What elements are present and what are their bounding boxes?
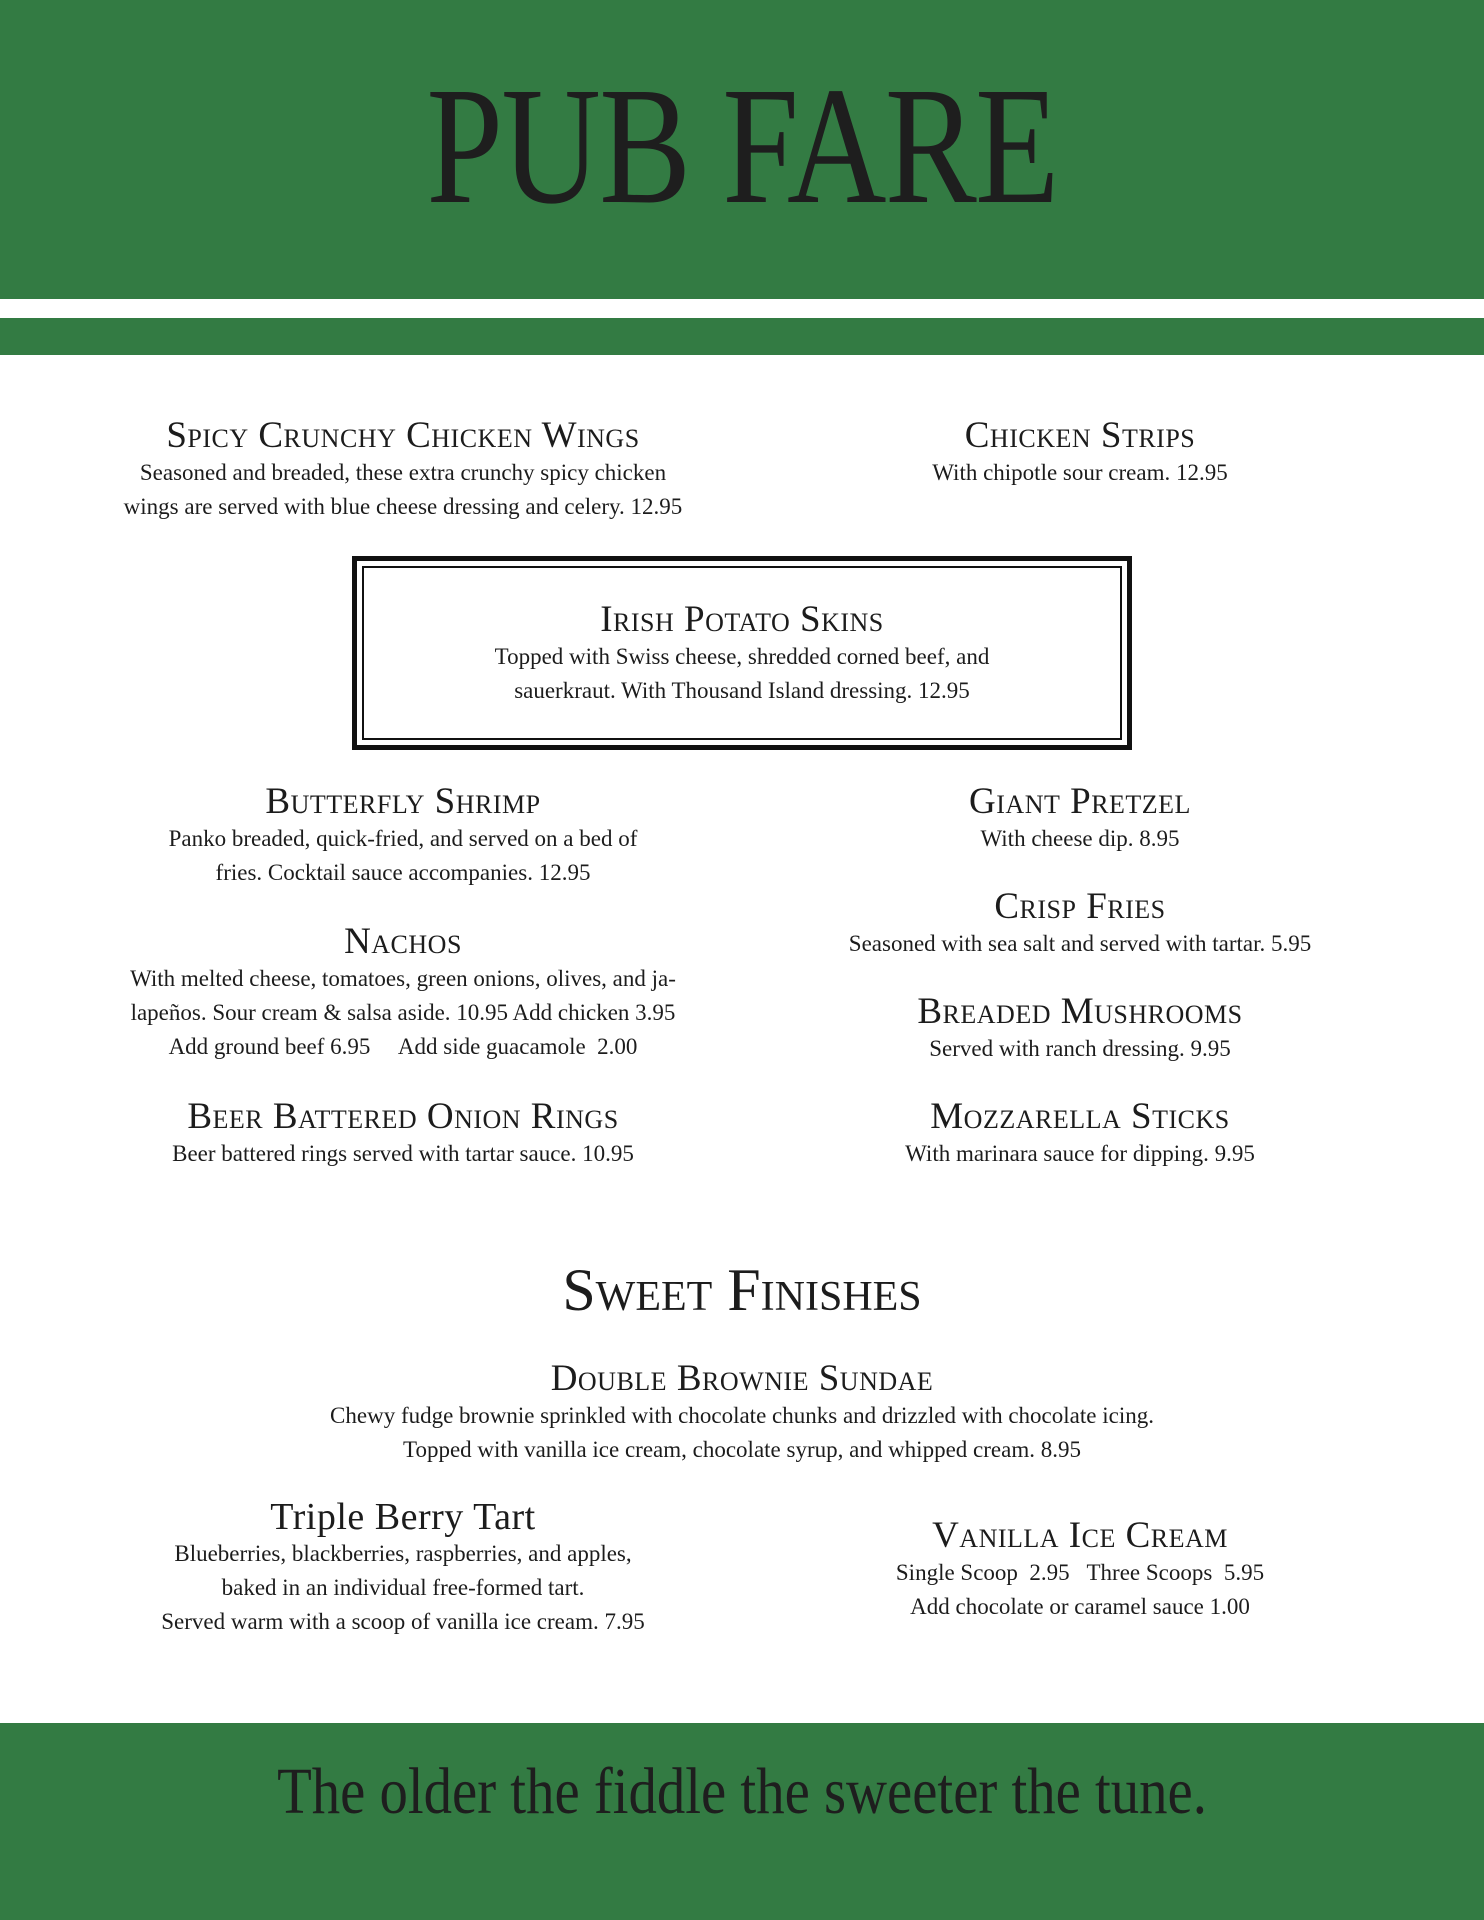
- section-title-desserts: Sweet Finishes: [562, 1257, 922, 1323]
- item-description: Panko breaded, quick-fried, and served on a bed of: [168, 826, 638, 851]
- item-description: With chipotle sour cream. 12.95: [932, 460, 1228, 485]
- item-description: Topped with Swiss cheese, shredded corned beef, and: [494, 644, 990, 669]
- menu-item-nachos: [85, 922, 721, 1064]
- item-description: Topped with vanilla ice cream, chocolate syrup, and whipped cream. 8.95: [403, 1437, 1081, 1462]
- item-description: With cheese dip. 8.95: [980, 826, 1180, 851]
- header-stripe: [0, 318, 1484, 355]
- item-description: Served warm with a scoop of vanilla ice cream. 7.95: [161, 1609, 645, 1634]
- item-description: fries. Cocktail sauce accompanies. 12.95: [215, 860, 591, 885]
- menu-item-brownie-sundae: [192, 1359, 1292, 1467]
- item-name: Nachos: [344, 921, 462, 962]
- item-name: Triple Berry Tart: [270, 1496, 536, 1538]
- item-description: Single Scoop 2.95 Three Scoops 5.95: [895, 1560, 1265, 1585]
- menu-item-irish-potato-skins: [402, 600, 1082, 708]
- item-name: Double Brownie Sundae: [550, 1358, 934, 1399]
- item-name: Breaded Mushrooms: [917, 991, 1243, 1032]
- item-name: Spicy Crunchy Chicken Wings: [166, 415, 640, 456]
- item-description: With melted cheese, tomatoes, green onions, olives, and ja-: [130, 966, 676, 991]
- item-description: Seasoned and breaded, these extra crunchy spicy chicken: [139, 460, 667, 485]
- item-description: Add ground beef 6.95 Add side guacamole 2.00: [168, 1034, 638, 1059]
- item-name: Butterfly Shrimp: [265, 781, 541, 822]
- item-description: baked in an individual free-formed tart.: [221, 1575, 585, 1600]
- item-description: sauerkraut. With Thousand Island dressing. 12.95: [514, 678, 970, 703]
- menu-item-vanilla-ice-cream: [800, 1516, 1360, 1624]
- item-description: lapeños. Sour cream & salsa aside. 10.95 Add chicken 3.95: [130, 1000, 676, 1025]
- item-description: Chewy fudge brownie sprinkled with chocolate chunks and drizzled with chocolate icing.: [330, 1403, 1154, 1428]
- menu-item-mozzarella-sticks: [800, 1097, 1360, 1171]
- item-description: Served with ranch dressing. 9.95: [929, 1036, 1231, 1061]
- menu-item-butterfly-shrimp: [85, 782, 721, 890]
- menu-item-onion-rings: [85, 1097, 721, 1171]
- item-name: Giant Pretzel: [969, 781, 1191, 822]
- item-description: Add chocolate or caramel sauce 1.00: [910, 1594, 1250, 1619]
- menu-item-crisp-fries: [780, 887, 1380, 961]
- item-description: Beer battered rings served with tartar sauce. 10.95: [172, 1141, 634, 1166]
- item-description: Blueberries, blackberries, raspberries, and apples,: [174, 1541, 632, 1566]
- item-name: Crisp Fries: [994, 886, 1166, 927]
- menu-item-triple-berry-tart: [85, 1497, 721, 1639]
- menu-item-breaded-mushrooms: [800, 992, 1360, 1066]
- item-description: With marinara sauce for dipping. 9.95: [905, 1141, 1255, 1166]
- menu-title: PUB FARE: [426, 53, 1058, 239]
- item-name: Chicken Strips: [964, 415, 1196, 456]
- item-description: Seasoned with sea salt and served with tartar. 5.95: [848, 931, 1312, 956]
- item-name: Beer Battered Onion Rings: [187, 1096, 619, 1137]
- item-name: Vanilla Ice Cream: [932, 1515, 1228, 1556]
- item-description: wings are served with blue cheese dressing and celery. 12.95: [123, 494, 683, 519]
- menu-item-chicken-strips: [800, 416, 1360, 490]
- footer-tagline: The older the fiddle the sweeter the tune.: [277, 1755, 1207, 1828]
- item-name: Irish Potato Skins: [600, 599, 884, 640]
- item-name: Mozzarella Sticks: [930, 1096, 1230, 1137]
- menu-item-chicken-wings: [85, 416, 721, 524]
- menu-item-giant-pretzel: [800, 782, 1360, 856]
